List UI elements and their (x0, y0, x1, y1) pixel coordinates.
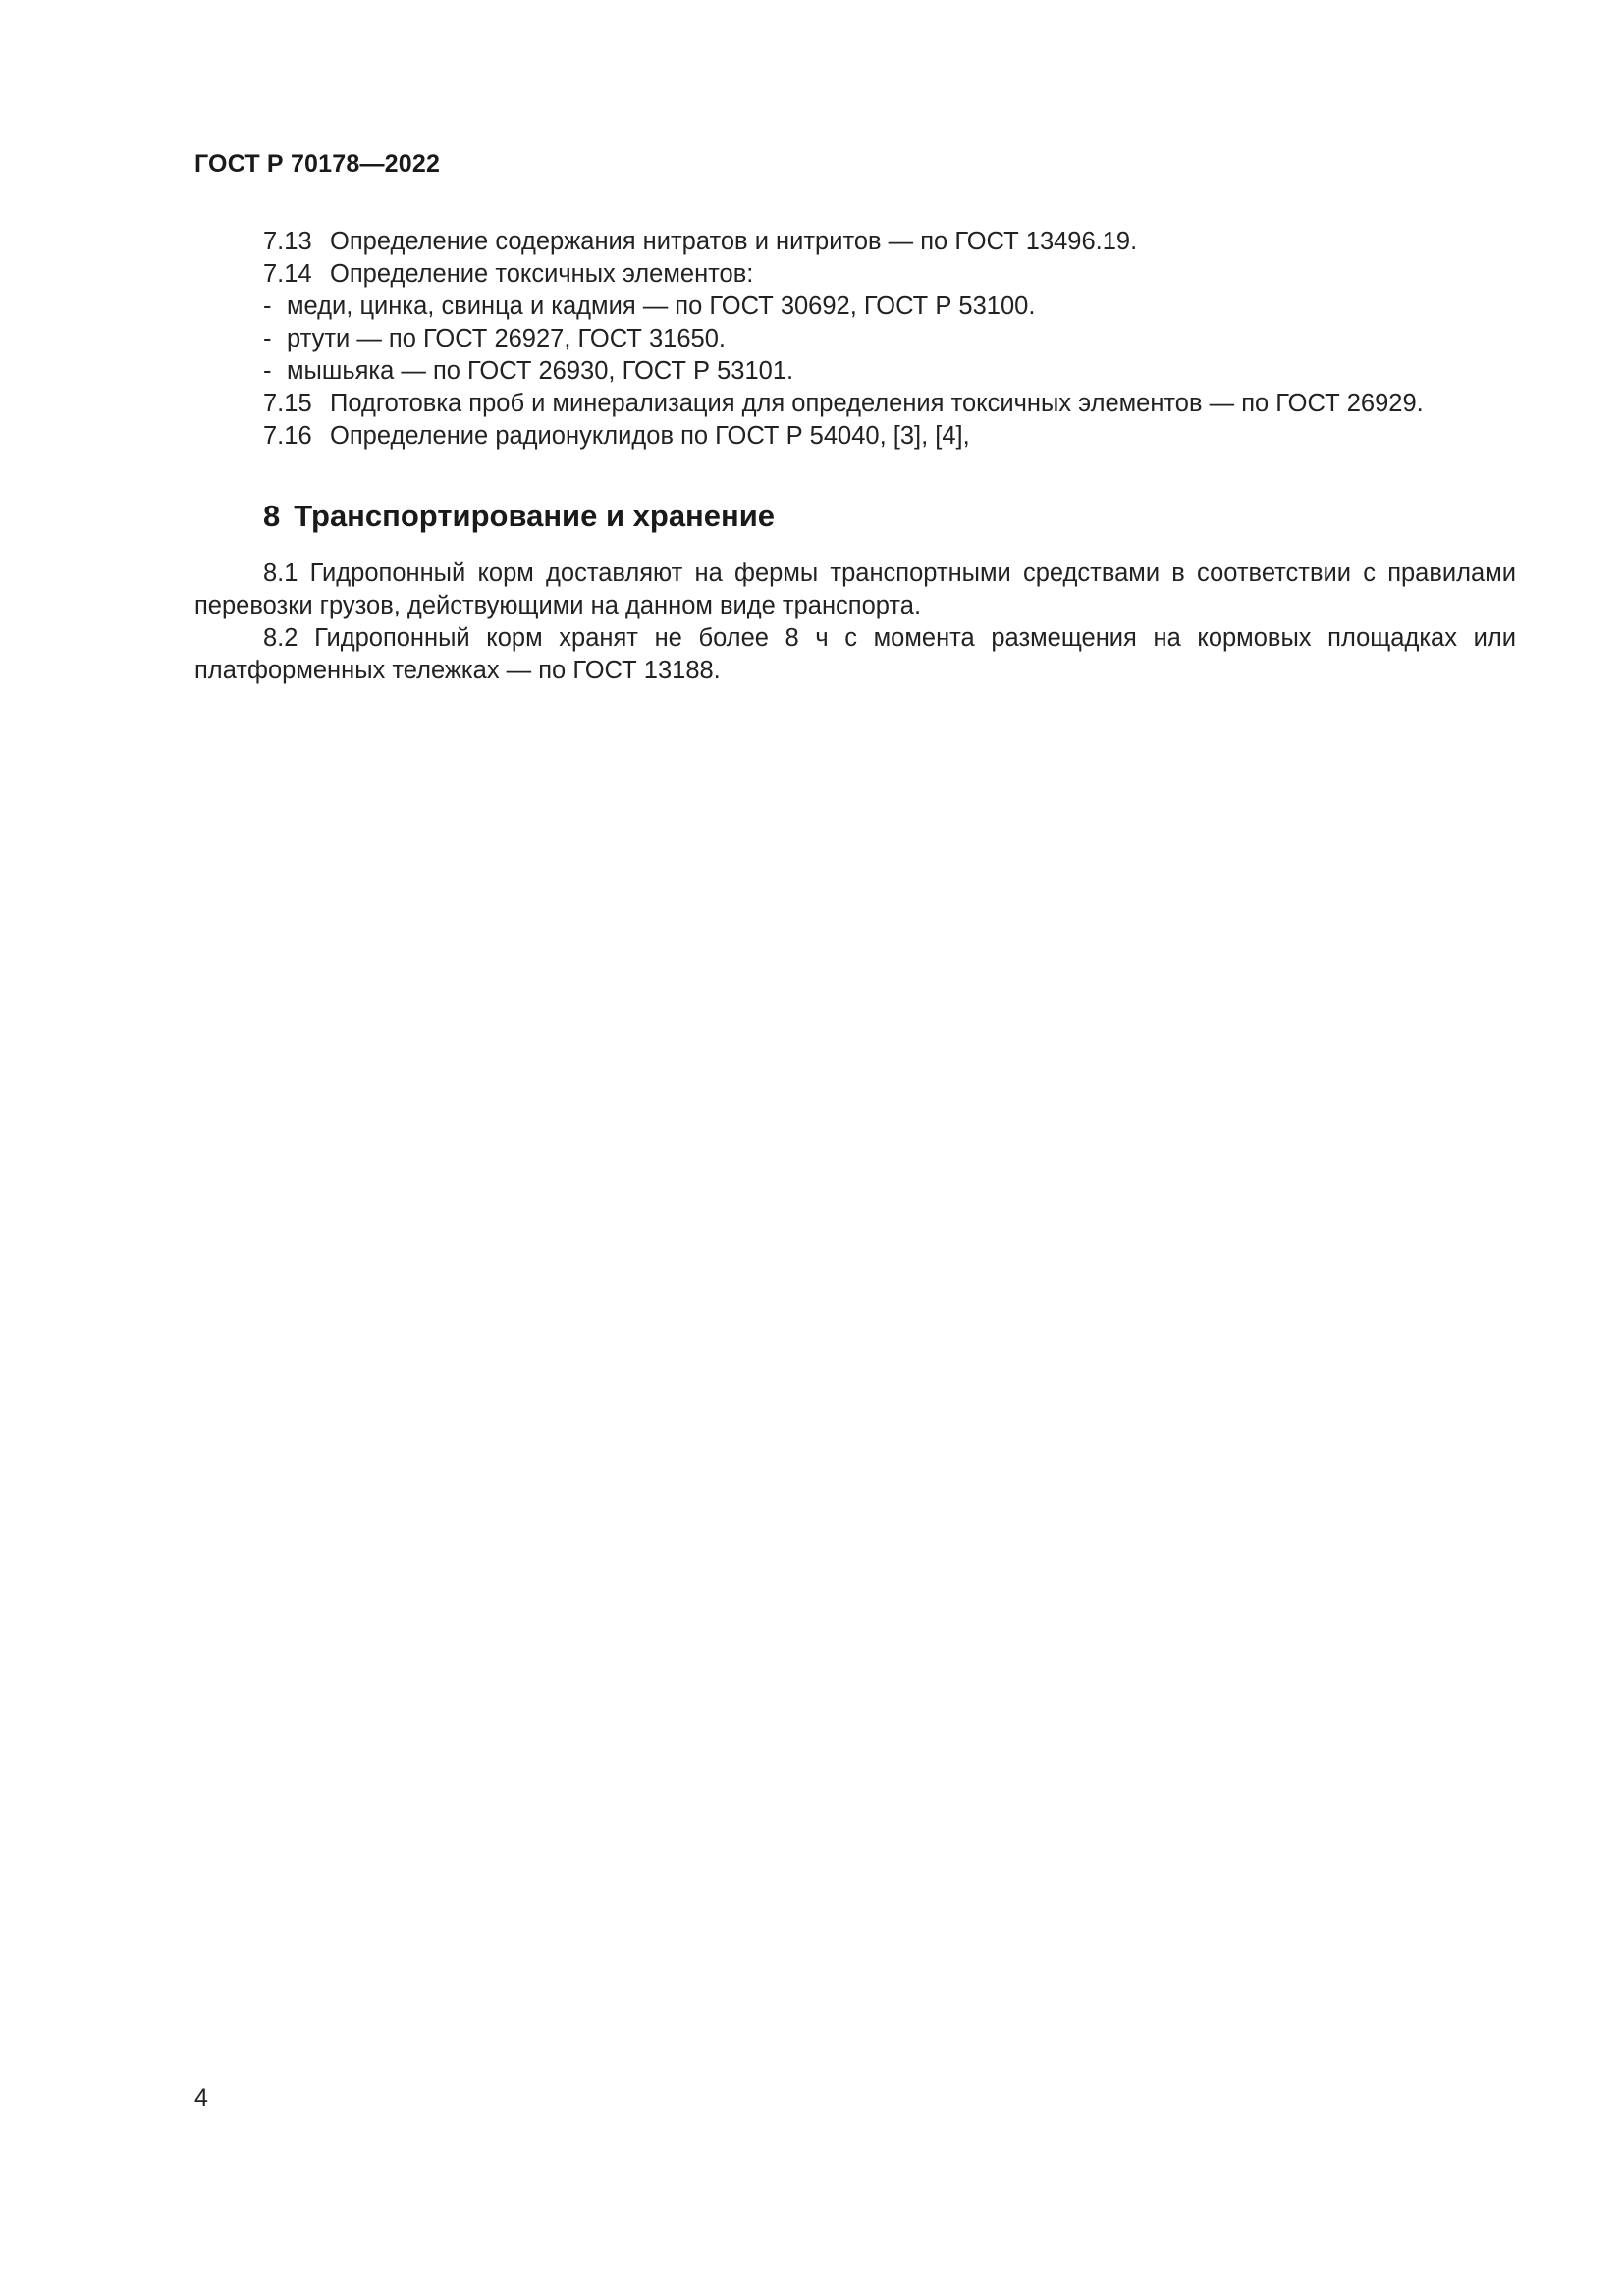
paragraph: 8.1 Гидропонный корм доставляют на фермы транспортными средствами в соответствии с правилами перевозки грузов, действующими на данном виде транспорта. (194, 560, 1516, 619)
item-number: 7.13 (263, 228, 312, 255)
sub-item-text: меди, цинка, свинца и кадмия — по ГОСТ 30692, ГОСТ Р 53100. (287, 293, 1036, 320)
item-number: 7.15 (263, 390, 312, 417)
list-item (194, 420, 1516, 453)
page-number: 4 (194, 2084, 208, 2111)
dash-marker: - (263, 357, 272, 385)
item-number: 7.16 (263, 422, 312, 450)
item-text: Определение токсичных элементов: (330, 260, 754, 288)
sub-list-item (194, 291, 1516, 323)
section-8-block (194, 558, 1516, 687)
dash-marker: - (263, 325, 272, 352)
sub-item-text: мышьяка — по ГОСТ 26930, ГОСТ Р 53101. (287, 357, 794, 385)
dash-marker: - (263, 293, 272, 320)
item-number: 7.14 (263, 260, 312, 288)
sub-list-item (194, 355, 1516, 388)
document-id-header: ГОСТ Р 70178—2022 (194, 150, 441, 178)
section-7-block (194, 226, 1516, 453)
paragraph: 8.2 Гидропонный корм хранят не более 8 ч с момента размещения на кормовых площадках или платформенных тележках — по ГОСТ 13188. (194, 624, 1516, 684)
sub-list-item (194, 323, 1516, 355)
item-text: Определение радионуклидов по ГОСТ Р 54040, [3], [4], (330, 422, 970, 450)
list-item (194, 226, 1516, 258)
list-item (194, 258, 1516, 291)
section-title: Транспортирование и хранение (294, 499, 776, 533)
section-number: 8 (263, 499, 281, 533)
item-text: Определение содержания нитратов и нитритов — по ГОСТ 13496.19. (330, 228, 1138, 255)
sub-item-text: ртути — по ГОСТ 26927, ГОСТ 31650. (287, 325, 726, 352)
section-8-heading (263, 499, 775, 534)
item-text: Подготовка проб и минерализация для определения токсичных элементов — по ГОСТ 26929. (330, 390, 1424, 417)
list-item (194, 388, 1516, 420)
